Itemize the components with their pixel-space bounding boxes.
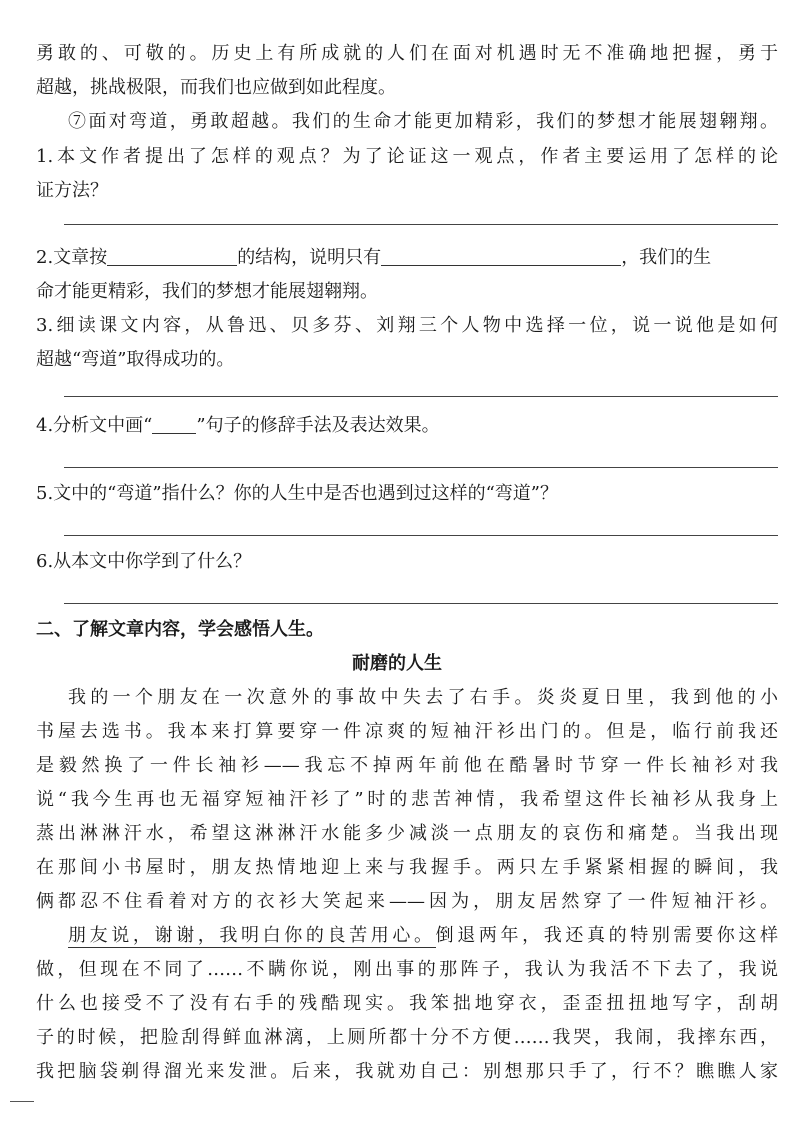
- question-4-text: ”句子的修辞手法及表达效果。: [196, 415, 440, 436]
- passage-paragraph-7: ⑦面对弯道，勇敢超越。我们的生命才能更加精彩，我们的梦想才能展翅翱翔。: [68, 111, 778, 132]
- passage-line: 超越，挑战极限，而我们也应做到如此程度。: [36, 77, 396, 98]
- answer-line-q4[interactable]: [64, 467, 778, 468]
- article-text: 倒退两年，我还真的特别需要你这样: [435, 925, 778, 946]
- question-6: 6.从本文中你学到了什么？: [36, 551, 252, 572]
- article-line: 蒸出淋淋汗水，希望这淋淋汗水能多少减淡一点朋友的哀伤和痛楚。当我出现: [36, 823, 778, 844]
- page-footer-rule: [10, 1101, 34, 1102]
- question-3-cont: 超越“弯道”取得成功的。: [36, 349, 235, 370]
- article-line: 子的时候，把脸刮得鲜血淋漓，上厕所都十分不方便……我哭，我闹，我摔东西，: [36, 1027, 778, 1048]
- answer-line-q6[interactable]: [64, 603, 778, 604]
- article-line: [68, 920, 778, 952]
- article-line: 我的一个朋友在一次意外的事故中失去了右手。炎炎夏日里，我到他的小: [68, 687, 778, 708]
- answer-line-q5[interactable]: [64, 535, 778, 536]
- article-line: 是毅然换了一件长袖衫——我忘不掉两年前他在酷暑时节穿一件长袖衫对我: [36, 755, 778, 776]
- fill-blank-structure[interactable]: [107, 243, 237, 266]
- fill-blank-condition[interactable]: [381, 243, 621, 266]
- question-1-cont: 证方法？: [36, 180, 108, 201]
- question-2-text: ，我们的生: [621, 247, 712, 268]
- article-line: 俩都忍不住看着对方的衣衫大笑起来——因为，朋友居然穿了一件短袖汗衫。: [36, 891, 778, 912]
- question-4-text: 4.分析文中画“: [36, 415, 153, 436]
- underline-marker: [152, 411, 196, 434]
- article-line: 书屋去选书。我本来打算要穿一件凉爽的短袖汗衫出门的。但是，临行前我还: [36, 721, 778, 742]
- article-line: 做，但现在不同了……不瞒你说，刚出事的那阵子，我认为我活不下去了，我说: [36, 959, 778, 980]
- question-2-text: 的结构，说明只有: [237, 247, 382, 268]
- article-title: 耐磨的人生: [352, 653, 442, 674]
- question-5: 5.文中的“弯道”指什么？你的人生中是否也遇到过这样的“弯道”？: [36, 483, 558, 504]
- question-3: 3.细读课文内容，从鲁迅、贝多芬、刘翔三个人物中选择一位，说一说他是如何: [36, 315, 778, 336]
- article-line: 什么也接受不了没有右手的残酷现实。我笨拙地穿衣，歪歪扭扭地写字，刮胡: [36, 993, 778, 1014]
- question-2-text: 2.文章按: [36, 247, 108, 268]
- passage-line: 勇敢的、可敬的。历史上有所成就的人们在面对机遇时无不准确地把握，勇于: [36, 43, 778, 64]
- question-2: [36, 242, 778, 274]
- article-line: 在那间小书屋时，朋友热情地迎上来与我握手。两只左手紧紧相握的瞬间，我: [36, 857, 778, 878]
- question-2-cont: 命才能更精彩，我们的梦想才能展翅翱翔。: [36, 281, 378, 302]
- article-line: 我把脑袋剃得溜光来发泄。后来，我就劝自己：别想那只手了，行不？瞧瞧人家: [36, 1061, 778, 1082]
- underlined-sentence: 朋友说，谢谢，我明白你的良苦用心。: [68, 925, 436, 946]
- question-4: [36, 410, 778, 442]
- answer-line-q1[interactable]: [64, 224, 778, 225]
- question-1: 1.本文作者提出了怎样的观点？为了论证这一观点，作者主要运用了怎样的论: [36, 146, 778, 167]
- article-line: 说“我今生再也无福穿短袖汗衫了”时的悲苦神情，我希望这件长袖衫从我身上: [36, 789, 778, 810]
- section-heading: 二、了解文章内容，学会感悟人生。: [36, 619, 324, 640]
- answer-line-q3[interactable]: [64, 396, 778, 397]
